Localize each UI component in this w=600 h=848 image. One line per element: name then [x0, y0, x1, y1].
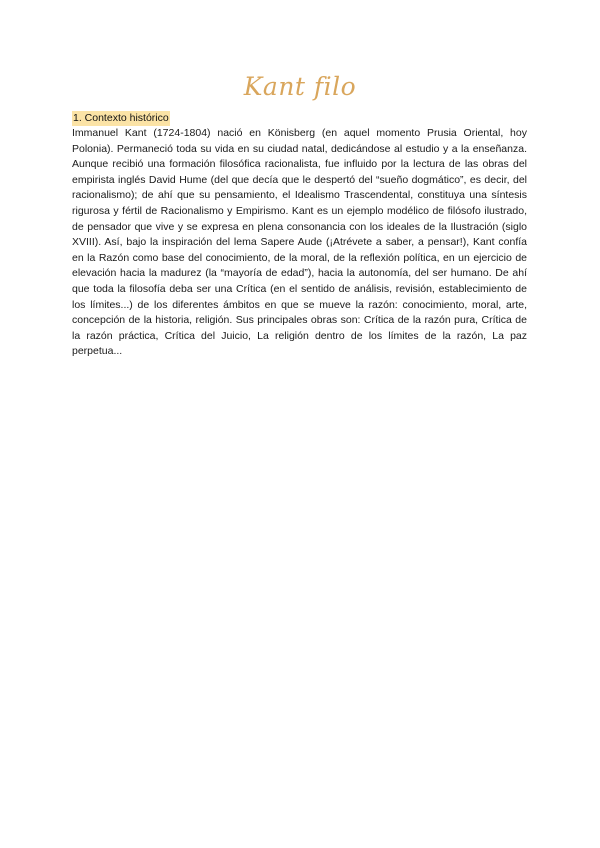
section-heading: 1. Contexto histórico: [73, 112, 169, 124]
body-paragraph: Immanuel Kant (1724-1804) nació en Könisberg (en aquel momento Prusia Oriental, hoy Polonia). Permaneció toda su vida en su ciudad natal, dedicándose al estudio y a la enseñanza. Aunque recibió una formación filosófica racionalista, fue influido por la lectura de las obras del empirista inglés David Hume (del que decía que le despertó del “sueño dogmático”, es decir, del racionalismo); de ahí que su pensamiento, el Idealismo Trascendental, constituya una síntesis rigurosa y fértil de Racionalismo y Empirismo. Kant es un ejemplo modélico de filósofo ilustrado, de pensador que vive y se expresa en plena consonancia con los ideales de la Ilustración (siglo XVIII). Así, bajo la inspiración del lema Sapere Aude (¡Atrévete a saber, a pensar!), Kant confía en la Razón como base del conocimiento, de la moral, de la reflexión política, en un ejercicio de elevación hacia la madurez (la “mayoría de edad”), hacia la autonomía, del ser humano. De ahí que toda la filosofía deba ser una Crítica (en el sentido de análisis, revisión, establecimiento de los límites...) de los diferentes ámbitos en que se mueve la razón: conocimiento, moral, arte, concepción de la historia, religión. Sus principales obras son: Crítica de la razón pura, Crítica de la razón práctica, Crítica del Juicio, La religión dentro de los límites de la razón, La paz perpetua...: [72, 127, 527, 358]
document-title: Kant filo: [243, 72, 357, 101]
